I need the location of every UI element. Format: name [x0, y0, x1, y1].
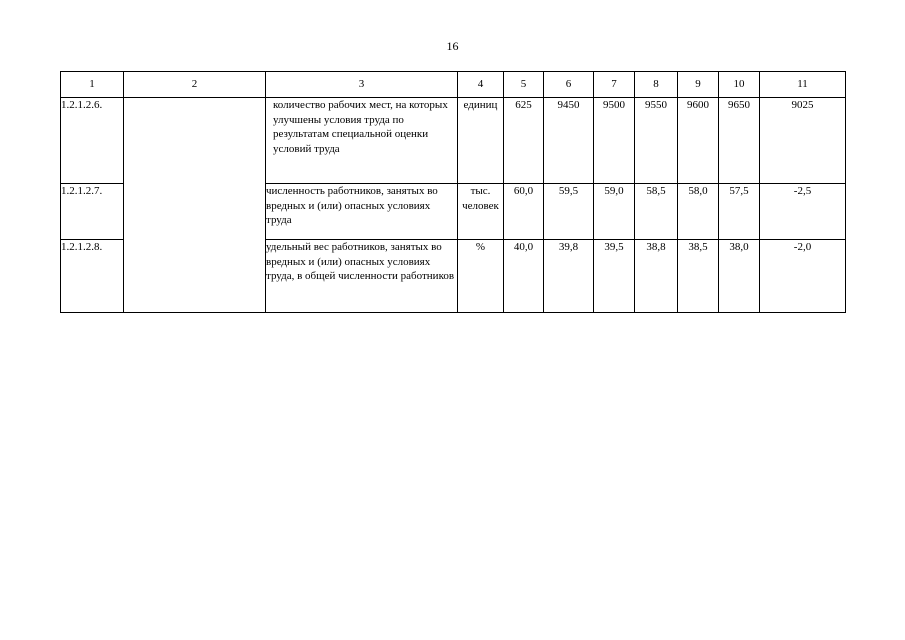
row-value-7: 59,0: [594, 184, 635, 240]
row-value-6: 9450: [544, 98, 594, 184]
row-value-10: 57,5: [719, 184, 760, 240]
table-header-cell: 9: [678, 72, 719, 98]
table-row: [61, 184, 846, 240]
table-header-cell: 4: [458, 72, 504, 98]
row-code: 1.2.1.2.7.: [61, 184, 124, 240]
row-value-9: 58,0: [678, 184, 719, 240]
table-header-row: [61, 72, 846, 98]
row-unit: тыс. человек: [458, 184, 504, 240]
row-value-11: -2,5: [760, 184, 846, 240]
row-col2: [124, 184, 266, 240]
table-header-cell: 8: [635, 72, 678, 98]
table-header-cell: 6: [544, 72, 594, 98]
row-value-5: 625: [504, 98, 544, 184]
row-description: количество рабочих мест, на которых улучшены условия труда по результатам специальной оценки условий труда: [266, 98, 458, 184]
row-value-10: 9650: [719, 98, 760, 184]
row-col2: [124, 240, 266, 313]
table-header-cell: 1: [61, 72, 124, 98]
table-header-cell: 2: [124, 72, 266, 98]
table-header-cell: 5: [504, 72, 544, 98]
row-value-6: 39,8: [544, 240, 594, 313]
row-value-6: 59,5: [544, 184, 594, 240]
table-row: [61, 98, 846, 184]
page-number: 16: [446, 39, 459, 53]
row-value-5: 60,0: [504, 184, 544, 240]
row-value-5: 40,0: [504, 240, 544, 313]
row-value-8: 9550: [635, 98, 678, 184]
table-header-cell: 10: [719, 72, 760, 98]
table-header-cell: 7: [594, 72, 635, 98]
row-value-7: 39,5: [594, 240, 635, 313]
row-value-8: 38,8: [635, 240, 678, 313]
row-unit: единиц: [458, 98, 504, 184]
row-value-9: 38,5: [678, 240, 719, 313]
row-col2: [124, 98, 266, 184]
row-value-8: 58,5: [635, 184, 678, 240]
row-description: удельный вес работников, занятых во вредных и (или) опасных условиях труда, в общей численности работников: [266, 240, 458, 313]
table-row: [61, 240, 846, 313]
row-value-11: -2,0: [760, 240, 846, 313]
row-code: 1.2.1.2.6.: [61, 98, 124, 184]
row-value-10: 38,0: [719, 240, 760, 313]
row-value-9: 9600: [678, 98, 719, 184]
row-value-7: 9500: [594, 98, 635, 184]
row-description: численность работников, занятых во вредных и (или) опасных условиях труда: [266, 184, 458, 240]
table-header-cell: 11: [760, 72, 846, 98]
table-header-cell: 3: [266, 72, 458, 98]
row-value-11: 9025: [760, 98, 846, 184]
row-code: 1.2.1.2.8.: [61, 240, 124, 313]
row-unit: %: [458, 240, 504, 313]
indicator-table: [60, 71, 846, 313]
